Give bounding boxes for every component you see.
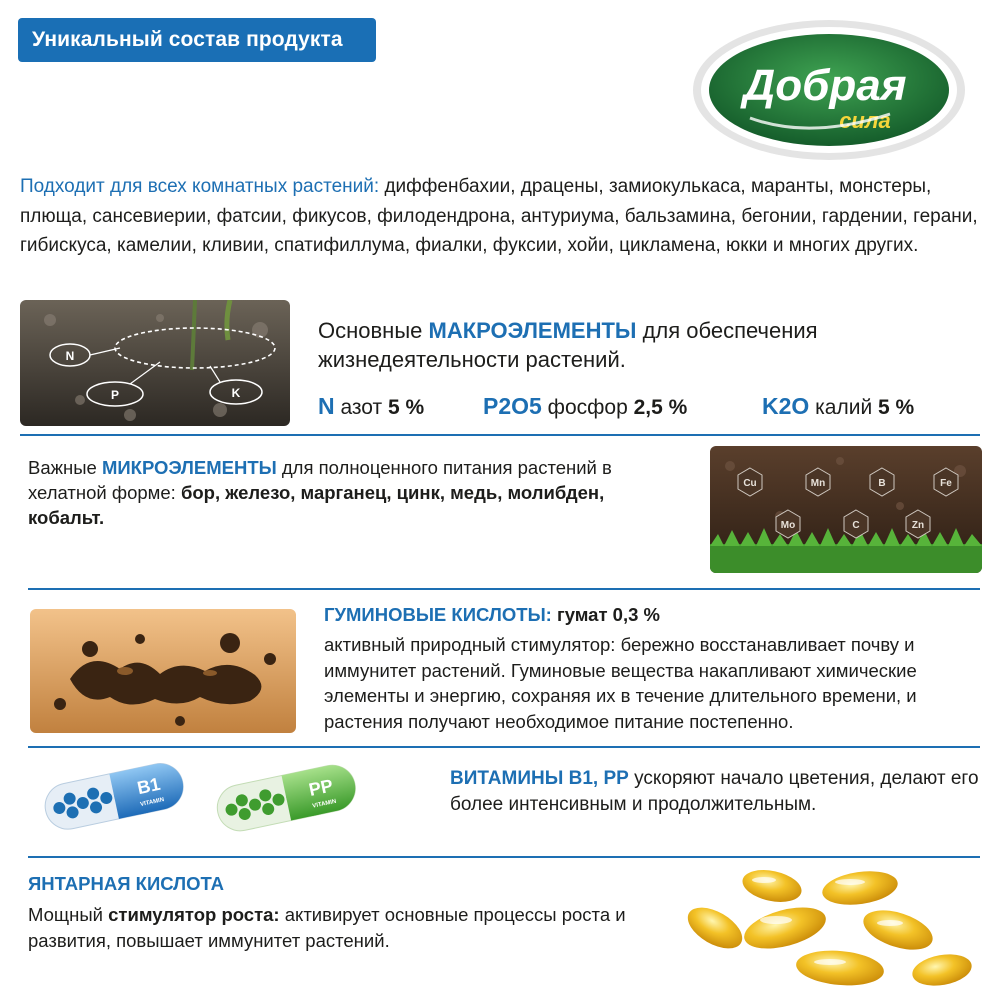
micro-highlight: МИКРОЭЛЕМЕНТЫ: [101, 457, 277, 478]
element-label: Fe: [940, 478, 952, 489]
micro-list: бор, железо, марганец, цинк, медь, молибден, кобальт.: [28, 482, 605, 528]
capsule-pp-label: PP: [307, 775, 335, 800]
npk-name: азот: [340, 396, 383, 419]
vitamins-highlight: ВИТАМИНЫ В1, РР: [450, 768, 629, 789]
npk-symbol: P2O5: [483, 393, 542, 419]
humic-body: активный природный стимулятор: бережно восстанавливает почву и иммунитет растений. Гуминовые вещества накапливают химические элементы и энергию, сохраняя их в течение длительного времени, и растения получают необходимое питание постепенно.: [324, 634, 917, 732]
micro-pre: Важные: [28, 457, 97, 478]
vitamins-body: ускоряют начало цветения, делают его более интенсивным и продолжительным.: [450, 768, 979, 815]
amber-text: активирует основные процессы роста и развития, повышает иммунитет растений.: [28, 904, 626, 951]
macro-heading: [318, 316, 938, 374]
soil-npk-image: [20, 300, 290, 426]
element-label: Mn: [810, 478, 826, 489]
capsule-b1-label: B1: [135, 773, 163, 799]
logo-main-text: Добрая: [743, 61, 907, 110]
npk-label-n: N: [65, 349, 75, 363]
logo-sub-text: сила: [839, 108, 891, 133]
element-label: Cu: [743, 478, 757, 489]
amber-bold: стимулятор роста:: [108, 904, 280, 925]
element-label: Zn: [911, 520, 925, 531]
brand-logo: [690, 18, 968, 162]
npk-symbol: N: [318, 393, 335, 419]
npk-label-p: P: [110, 388, 120, 402]
npk-item-n: [318, 393, 424, 420]
npk-symbol: K2O: [762, 393, 810, 419]
vitamin-capsules-image: [36, 752, 366, 840]
npk-name: калий: [815, 396, 873, 419]
amber-title: ЯНТАРНАЯ КИСЛОТА: [28, 873, 225, 894]
element-label: B: [878, 478, 886, 489]
element-label: Mo: [780, 520, 796, 531]
section-badge: Уникальный состав продукта: [18, 18, 376, 62]
element-label: C: [852, 520, 860, 531]
micro-mid: для полноценного питания растений в хелатной форме:: [28, 457, 612, 503]
amber-pre: Мощный: [28, 904, 103, 925]
divider: [28, 746, 980, 748]
vitamins-paragraph: [450, 766, 980, 818]
npk-label-k: K: [231, 386, 241, 400]
humic-title-value: гумат 0,3 %: [556, 604, 660, 625]
npk-value: 5 %: [878, 396, 915, 419]
intro-plant-list: диффенбахии, драцены, замиокулькаса, маранты, монстеры, плюща, сансевиерии, фатсии, фикусов, филодендрона, антуриума, бальзамина, бегонии, гардении, герани, гибискуса, камелии, кливии, спатифиллума, фиалки, фуксии, хойи, цикламена, юкки и многих других.: [20, 176, 978, 256]
capsule-pp-sub: VITAMIN: [311, 798, 337, 810]
npk-name: фосфор: [547, 396, 628, 419]
intro-paragraph: [20, 172, 980, 261]
capsule-b1-sub: VITAMIN: [139, 797, 165, 809]
macro-pre: Основные: [318, 318, 423, 343]
amber-body: [28, 902, 648, 954]
micro-paragraph: [28, 455, 668, 530]
macro-highlight: МАКРОЭЛЕМЕНТЫ: [428, 318, 637, 343]
soil-microelements-image: [710, 446, 982, 573]
humic-acid-image: [30, 609, 296, 733]
npk-value: 2,5 %: [633, 396, 688, 419]
npk-item-p: [483, 393, 687, 420]
npk-item-k: [762, 393, 914, 420]
amber-capsules-image: [680, 858, 980, 992]
macro-post: для обеспечения жизнедеятельности растений.: [318, 318, 818, 372]
humic-title-main: ГУМИНОВЫЕ КИСЛОТЫ:: [324, 604, 552, 625]
intro-lead: Подходит для всех комнатных растений:: [20, 176, 380, 197]
humic-title: [324, 604, 660, 626]
npk-value: 5 %: [387, 396, 425, 419]
divider: [20, 434, 980, 436]
divider: [28, 588, 980, 590]
